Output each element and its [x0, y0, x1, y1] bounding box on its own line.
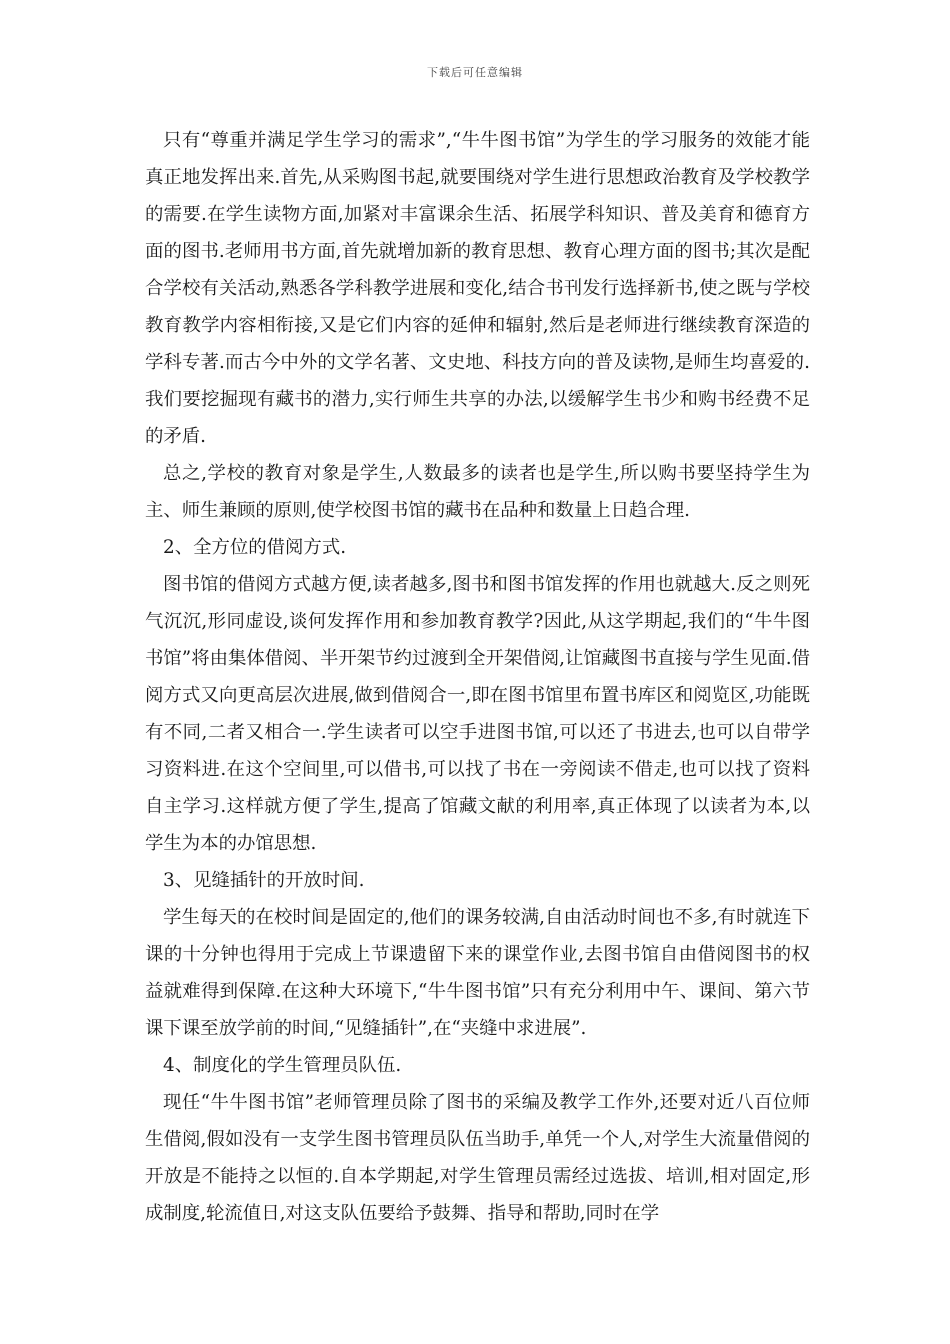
paragraph-opening-hours: 学生每天的在校时间是固定的,他们的课务较满,自由活动时间也不多,有时就连下课的十分钟也得用于完成上节课遗留下来的课堂作业,去图书馆自由借阅图书的权益就难得到保障.在这种大环境下,“牛牛图书馆”只有充分利用中午、课间、第六节课下课至放学前的时间,“见缝插针”,在“夹缝中求进展”. [145, 907, 810, 1039]
section-heading-student-librarians: 4、制度化的学生管理员队伍. [163, 1055, 402, 1076]
paragraph-student-librarians: 现任“牛牛图书馆”老师管理员除了图书的采编及教学工作外,还要对近八百位师生借阅,假如没有一支学生图书管理员队伍当助手,单凭一个人,对学生大流量借阅的开放是不能持之以恒的.自本学期起,对学生管理员需经过选拔、培训,相对固定,形成制度,轮流值日,对这支队伍要给予鼓舞、指导和帮助,同时在学 [145, 1092, 810, 1224]
paragraph-borrowing: 图书馆的借阅方式越方便,读者越多,图书和图书馆发挥的作用也就越大.反之则死气沉沉,形同虚设,谈何发挥作用和参加教育教学?因此,从这学期起,我们的“牛牛图书馆”将由集体借阅、半开架节约过渡到全开架借阅,让馆藏图书直接与学生见面.借阅方式又向更高层次进展,做到借阅合一,即在图书馆里布置书库区和阅览区,功能既有不同,二者又相合一.学生读者可以空手进图书馆,可以还了书进去,也可以自带学习资料进.在这个空间里,可以借书,可以找了书在一旁阅读不借走,也可以找了资料自主学习.这样就方便了学生,提高了馆藏文献的利用率,真正体现了以读者为本,以学生为本的办馆思想. [145, 574, 810, 854]
document-body [145, 122, 810, 1232]
section-heading-borrowing: 2、全方位的借阅方式. [163, 537, 347, 558]
page-header: 下载后可任意编辑 [427, 66, 523, 79]
section-heading-opening-hours: 3、见缝插针的开放时间. [163, 870, 365, 891]
paragraph-summary: 总之,学校的教育对象是学生,人数最多的读者也是学生,所以购书要坚持学生为主、师生兼顾的原则,使学校图书馆的藏书在品种和数量上日趋合理. [145, 463, 810, 521]
paragraph-book-purchasing: 只有“尊重并满足学生学习的需求”,“牛牛图书馆”为学生的学习服务的效能才能真正地发挥出来.首先,从采购图书起,就要围绕对学生进行思想政治教育及学校教学的需要.在学生读物方面,加紧对丰富课余生活、拓展学科知识、普及美育和德育方面的图书.老师用书方面,首先就增加新的教育思想、教育心理方面的图书;其次是配合学校有关活动,熟悉各学科教学进展和变化,结合书刊发行选择新书,使之既与学校教育教学内容相衔接,又是它们内容的延伸和辐射,然后是老师进行继续教育深造的学科专著.而古今中外的文学名著、文史地、科技方向的普及读物,是师生均喜爱的.我们要挖掘现有藏书的潜力,实行师生共享的办法,以缓解学生书少和购书经费不足的矛盾. [145, 130, 810, 447]
